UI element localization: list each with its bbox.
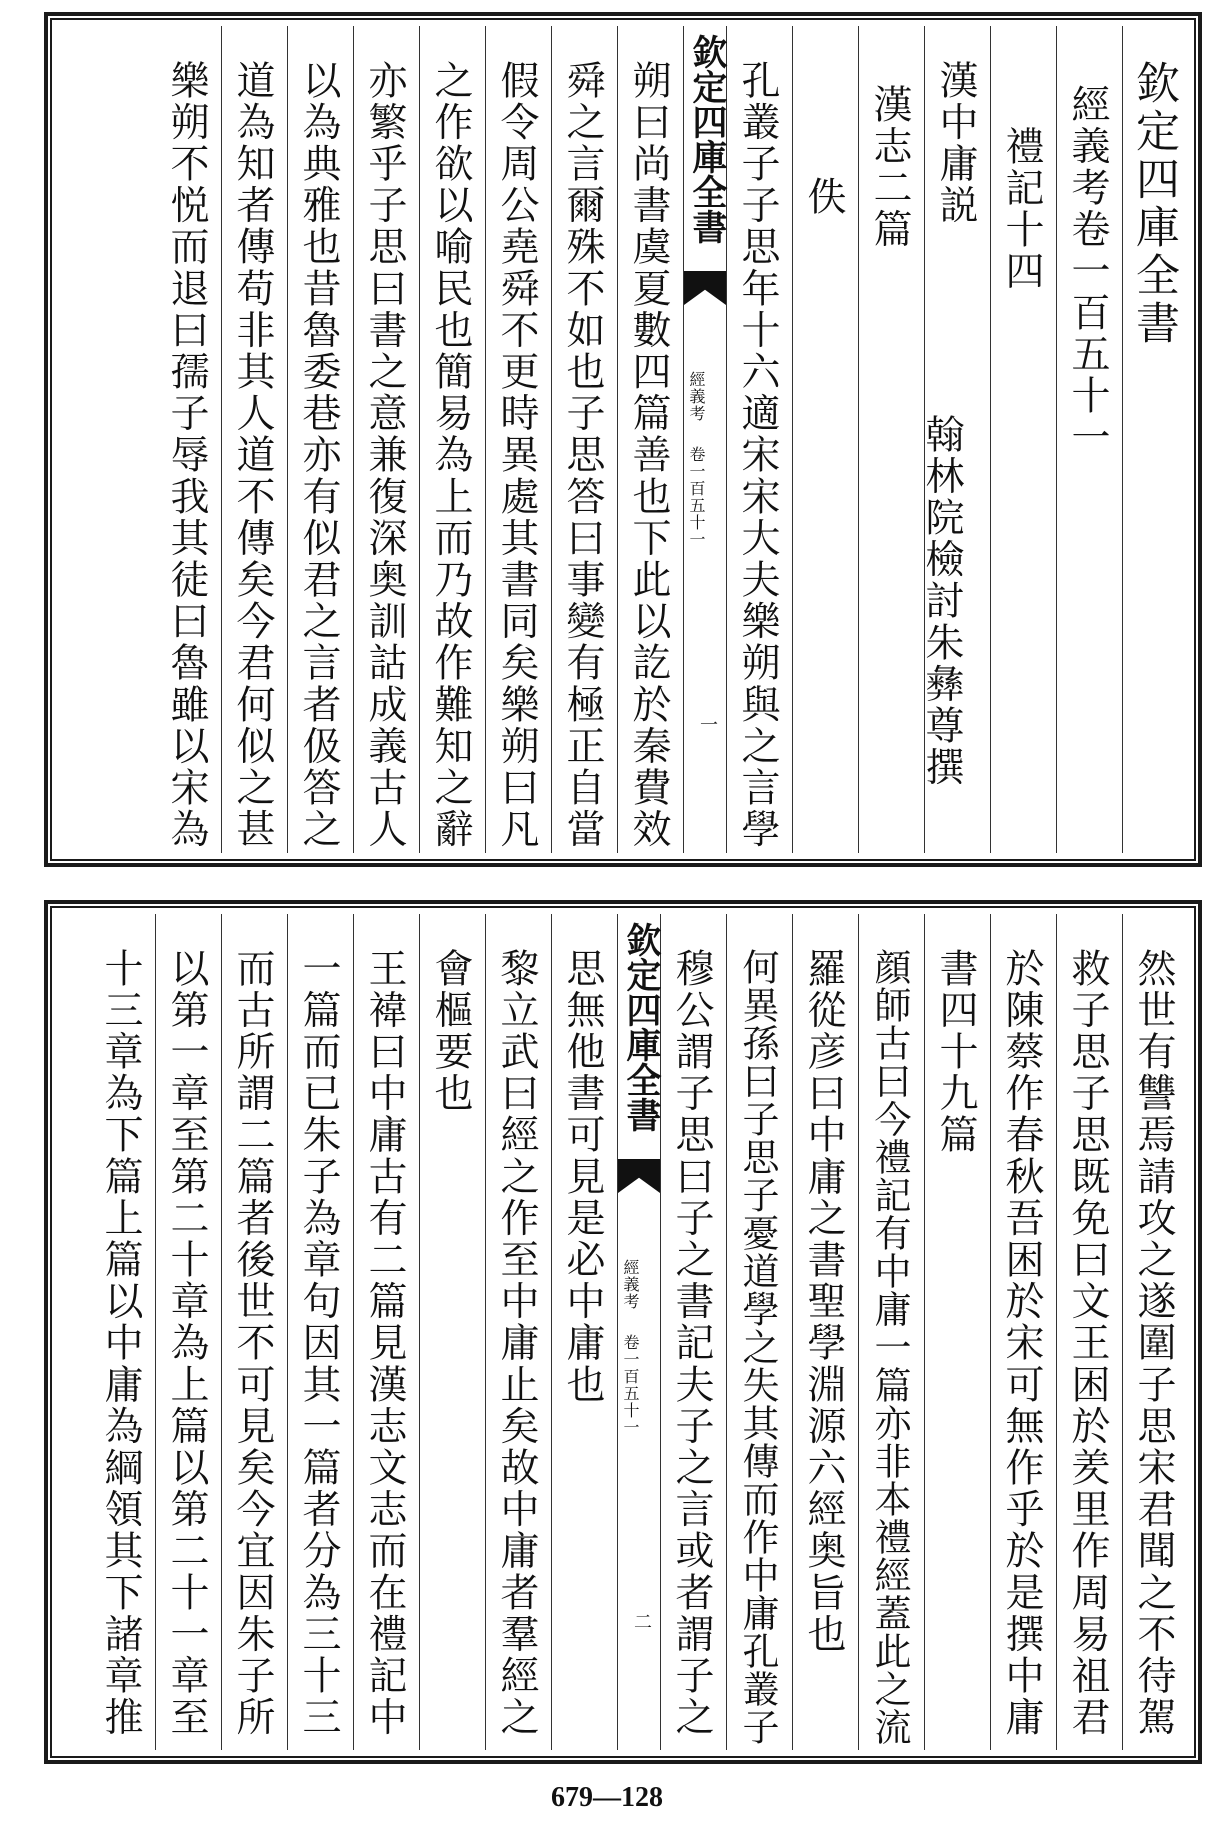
text-column: 道為知者傳苟非其人道不傳矣今君何似之甚 (221, 26, 287, 853)
juan-number: 卷一百五十一 (687, 446, 706, 548)
text-column: 漢中庸説 (924, 26, 990, 853)
text-column: 黎立武曰經之作至中庸止矣故中庸者羣經之 (485, 914, 551, 1750)
text-column: 一篇而已朱子為章句因其一篇者分為三十三 (287, 914, 353, 1750)
page-number: 679—128 (551, 1782, 663, 1813)
library-title: 欽定四庫全書 (621, 922, 662, 1132)
text-column: 舜之言爾殊不如也子思答曰事變有極正自當 (551, 26, 617, 853)
centre-fold (617, 914, 660, 1750)
text-column: 假令周公堯舜不更時異處其書同矣樂朔曰凡 (485, 26, 551, 853)
text-column: 漢志二篇 (858, 26, 924, 853)
bottom-folio (44, 900, 1202, 1764)
text-column (990, 26, 1056, 853)
text-column: 然世有讐焉請攻之遂圍子思宋君聞之不待駕 (1122, 914, 1188, 1750)
top-folio (44, 12, 1202, 867)
text-column: 穆公謂子思曰子之書記夫子之言或者謂子之 (660, 914, 726, 1750)
library-title: 欽定四庫全書 (687, 34, 728, 244)
juan-number: 卷一百五十一 (621, 1334, 640, 1436)
text-column: 亦繁乎子思曰書之意兼復深奥訓詁成義古人 (353, 26, 419, 853)
top-folio-columns (58, 26, 1188, 853)
text-column: 羅從彦曰中庸之書聖學淵源六經奥旨也 (792, 914, 858, 1750)
text-column: 救子思子思既免曰文王困於羑里作周易祖君 (1056, 914, 1122, 1750)
text-column: 以第一章至第二十章為上篇以第二十一章至 (155, 914, 221, 1750)
text-column: 書四十九篇 (924, 914, 990, 1750)
bottom-folio-columns (58, 914, 1188, 1750)
text-column: 於陳蔡作春秋吾困於宋可無作乎於是撰中庸 (990, 914, 1056, 1750)
fishtail-mark (618, 1159, 660, 1193)
text-column: 顔師古曰今禮記有中庸一篇亦非本禮經蓋此之流 (858, 914, 924, 1750)
leaf-number: 二 (631, 1612, 652, 1630)
text-column: 會樞要也 (419, 914, 485, 1750)
text-column: 欽定四庫全書 (1122, 26, 1188, 853)
text-column: 樂朔不悦而退曰孺子辱我其徒曰魯雖以宋為 (164, 60, 209, 851)
author-line: 翰林院檢討朱彝尊撰 (919, 414, 964, 789)
text-column: 經義考卷一百五十一 (1056, 26, 1122, 853)
centre-fold (683, 26, 726, 853)
book-title: 經義考 (687, 371, 706, 422)
section-heading: 禮記十四 (999, 126, 1044, 293)
book-title: 經義考 (621, 1259, 640, 1310)
text-column: 十三章為下篇上篇以中庸為綱領其下諸章推 (98, 948, 143, 1739)
text-column: 王褘曰中庸古有二篇見漢志文志而在禮記中 (353, 914, 419, 1750)
text-column: 朔曰尚書虞夏數四篇善也下此以訖於秦費效 (617, 26, 683, 853)
text-column: 以為典雅也昔魯委巷亦有似君之言者伋答之 (287, 26, 353, 853)
text-column: 孔叢子子思年十六適宋宋大夫樂朔與之言學 (726, 26, 792, 853)
text-column: 思無他書可見是必中庸也 (551, 914, 617, 1750)
fishtail-mark (684, 271, 726, 305)
leaf-number: 一 (697, 715, 718, 733)
text-column: 而古所謂二篇者後世不可見矣今宜因朱子所 (221, 914, 287, 1750)
text-column: 何異孫曰子思子憂道學之失其傳而作中庸孔叢子 (726, 914, 792, 1750)
text-column: 佚 (792, 26, 858, 853)
text-column: 之作欲以喻民也簡易為上而乃故作難知之辭 (419, 26, 485, 853)
